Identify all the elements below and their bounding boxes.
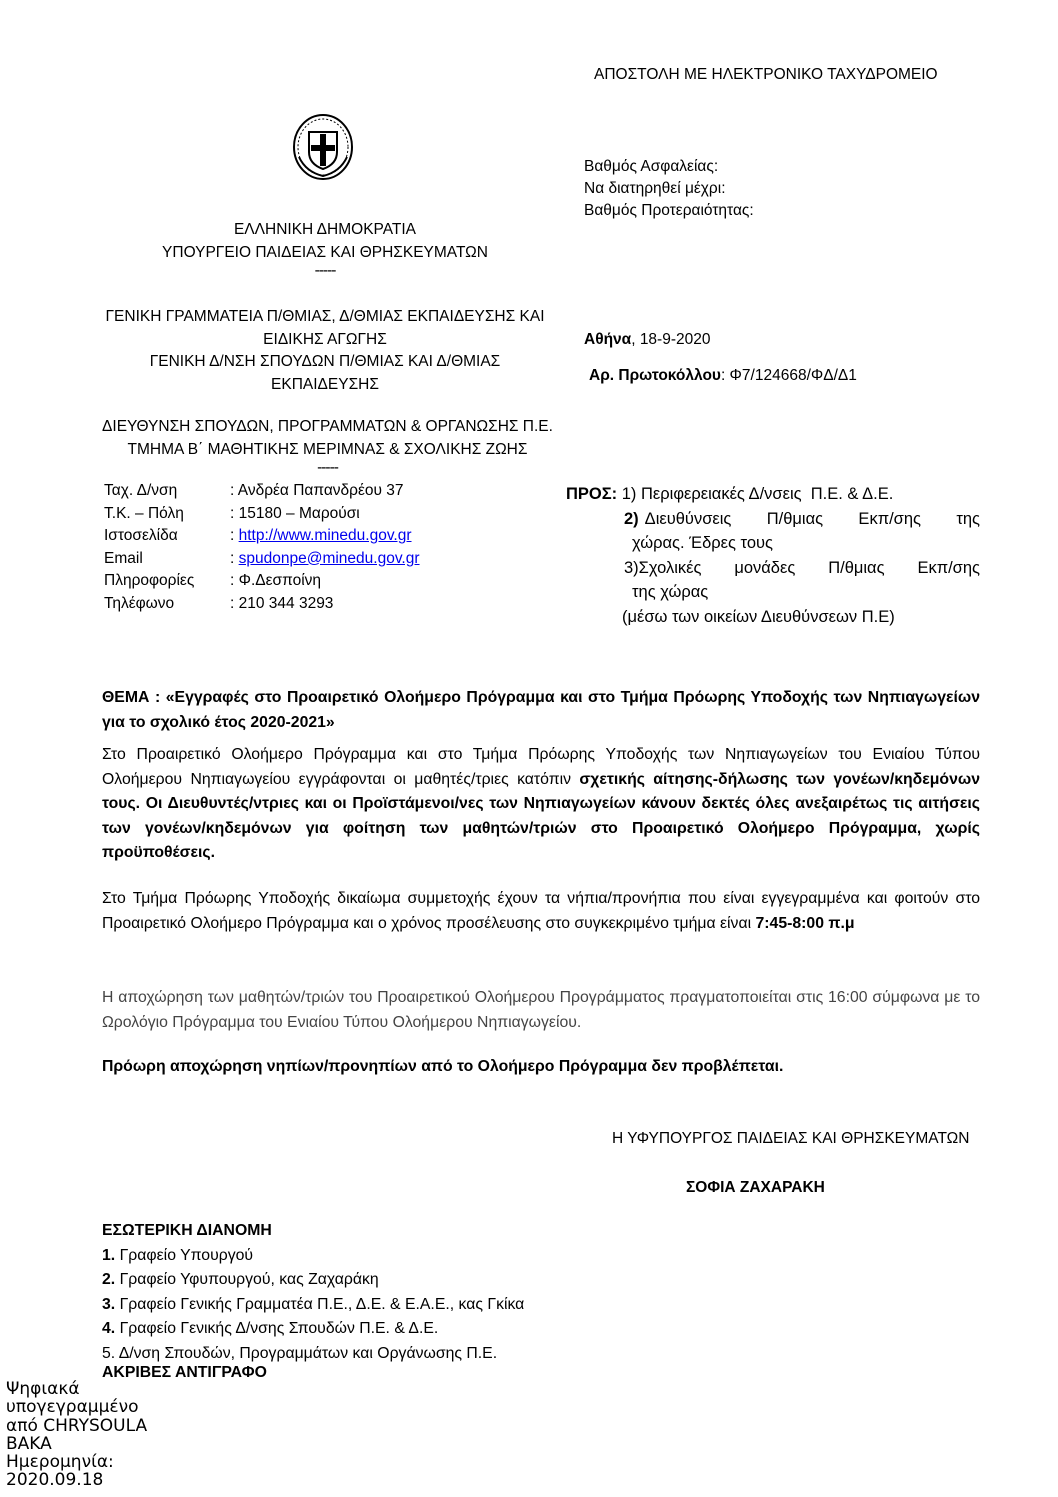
true-copy-label: ΑΚΡΙΒΕΣ ΑΝΤΙΓΡΑΦΟ	[102, 1364, 267, 1381]
directorate-line2: ΤΜΗΜΑ Β΄ ΜΑΘΗΤΙΚΗΣ ΜΕΡΙΜΝΑΣ & ΣΧΟΛΙΚΗΣ ΖΩΗΣ	[127, 440, 528, 458]
distribution-item	[102, 1317, 524, 1342]
stamp-line: 2020.09.18	[6, 1470, 104, 1491]
gen-dir-line2: ΕΚΠΑΙΔΕΥΣΗΣ	[271, 375, 379, 393]
gen-dir-line1: ΓΕΝΙΚΗ Δ/ΝΣΗ ΣΠΟΥΔΩΝ Π/ΘΜΙΑΣ ΚΑΙ Δ/ΘΜΙΑΣ	[149, 353, 501, 370]
stamp-line: από CHRYSOULA	[6, 1415, 148, 1436]
contact-prefix: :	[230, 549, 239, 567]
contact-value: : 210 344 3293	[230, 594, 334, 612]
digital-signature-stamp	[6, 1380, 147, 1490]
contact-key: Τ.Κ. – Πόλη	[104, 504, 184, 522]
dispatch-note: ΑΠΟΣΤΟΛΗ ΜΕ ΗΛΕΚΤΡΟΝΙΚΟ ΤΑΧΥΔΡΟΜΕΙΟ	[594, 66, 938, 83]
contact-prefix: :	[230, 527, 239, 544]
security-level: Βαθμός Ασφαλείας:	[584, 158, 719, 175]
contact-row-address	[104, 480, 420, 503]
contact-key: Τηλέφωνο	[104, 594, 175, 612]
subject: ΘΕΜΑ : «Εγγραφές στο Προαιρετικό Ολοήμερο Πρόγραμμα και στο Τμήμα Πρόωρης Υποδοχής των Νηπιαγωγείων για το σχολικό έτος 2020-2021»	[102, 689, 980, 731]
contact-key: Ταχ. Δ/νση	[104, 482, 178, 499]
keep-until: Να διατηρηθεί μέχρι:	[584, 180, 726, 197]
stamp-line: Ψηφιακά	[6, 1379, 80, 1399]
paragraph-1-emphasis: σχετικής αίτησης-δήλωσης των γονέων/κηδεμόνων τους. Οι Διευθυντές/ντριες και οι Προϊστάμενοι/νες των Νηπιαγωγείων κάνουν δεκτές όλες ανεξαιρέτως τις αιτήσεις των γονέων/κηδεμόνων για φοίτηση των μαθητών/τριών στο Προαιρετικό Ολοήμερο Πρόγραμμα, χωρίς προϋποθέσεις.	[102, 770, 980, 861]
website-link[interactable]: http://www.minedu.gov.gr	[238, 527, 412, 544]
item-text: Γραφείο Υπουργού	[115, 1246, 254, 1264]
gen-sec-line1: ΓΕΝΙΚΗ ΓΡΑΜΜΑΤΕΙΑ Π/ΘΜΙΑΣ, Δ/ΘΜΙΑΣ ΕΚΠΑΙΔΕΥΣΗΣ ΚΑΙ	[105, 308, 545, 325]
issuer-block	[100, 219, 550, 278]
paragraph-2	[102, 887, 980, 936]
separator: -----	[317, 459, 338, 476]
item-text: Γραφείο Γενικής Γραμματέα Π.Ε., Δ.Ε. & Ε.Α.Ε., κας Γκίκα	[115, 1295, 525, 1313]
paragraph-1-text: Στο Προαιρετικό Ολοήμερο Πρόγραμμα και στο Τμήμα Πρόωρης Υποδοχής των Νηπιαγωγείων του Ενιαίου Τύπου Ολοήμερου Νηπιαγωγείου εγγράφονται οι μαθητές/τριες κατόπιν	[102, 746, 980, 788]
paragraph-2-text: Στο Τμήμα Πρόωρης Υποδοχής δικαίωμα συμμετοχής έχουν τα νήπια/προνήπια που είναι εγγεγραμμένα και φοιτούν στο Προαιρετικό Ολοήμερο Πρόγραμμα και ο χρόνος προσέλευσης στο συγκεκριμένο τμήμα είναι	[102, 890, 980, 932]
stamp-line: υπογεγραμμένο	[6, 1397, 139, 1418]
item-number: 3.	[102, 1295, 116, 1313]
recipient-2-text: Διευθύνσεις Π/θμιας Εκπ/σης της	[644, 509, 980, 528]
greek-coat-of-arms-icon	[290, 112, 356, 182]
recipients	[566, 482, 980, 629]
distribution-heading: ΕΣΩΤΕΡΙΚΗ ΔΙΑΝΟΜΗ	[102, 1222, 272, 1239]
contact-value: : 15180 – Μαρούσι	[230, 504, 360, 522]
issuer-ministry: ΥΠΟΥΡΓΕΙΟ ΠΑΙΔΕΙΑΣ ΚΑΙ ΘΡΗΣΚΕΥΜΑΤΩΝ	[162, 243, 488, 261]
separator: -----	[314, 262, 336, 279]
item-text: Γραφείο Υφυπουργού, κας Ζαχαράκη	[115, 1271, 379, 1288]
recipient-2-num: 2)	[624, 509, 639, 528]
gen-sec-line2: ΕΙΔΙΚΗΣ ΑΓΩΓΗΣ	[263, 330, 387, 348]
contact-row-phone	[104, 593, 420, 616]
contact-value: : Ανδρέα Παπανδρέου 37	[230, 482, 404, 499]
item-text: Δ/νση Σπουδών, Προγραμμάτων και Οργάνωσης Π.Ε.	[115, 1344, 498, 1362]
distribution-item	[102, 1268, 524, 1293]
item-number: 4.	[102, 1320, 116, 1337]
internal-distribution	[102, 1219, 524, 1386]
contact-value: : Φ.Δεσποίνη	[230, 572, 322, 589]
recipient-1-text: 1) Περιφερειακές Δ/νσεις Π.Ε. & Δ.Ε.	[617, 485, 894, 503]
recipient-2-cont: χώρας. Έδρες τους	[632, 534, 773, 552]
recipient-3-note: (μέσω των οικείων Διευθύνσεων Π.Ε)	[622, 607, 895, 626]
directorate	[95, 416, 560, 475]
paragraph-3: Η αποχώρηση των μαθητών/τριών του Προαιρετικού Ολοήμερου Προγράμματος πραγματοποιείται στις 16:00 σύμφωνα με το Ωρολόγιο Πρόγραμμα του Ενιαίου Τύπου Ολοήμερου Νηπιαγωγείου.	[102, 989, 980, 1031]
item-text: Γραφείο Γενικής Δ/νσης Σπουδών Π.Ε. & Δ.Ε.	[115, 1320, 439, 1337]
contact-row-email	[104, 548, 420, 571]
item-number: 1.	[102, 1246, 116, 1264]
date-line	[584, 331, 710, 349]
item-number: 5.	[102, 1344, 116, 1362]
protocol-line	[589, 367, 857, 385]
recipient-1	[566, 482, 980, 507]
date-value: , 18-9-2020	[631, 331, 711, 348]
email-link[interactable]: spudonpe@minedu.gov.gr	[238, 549, 420, 567]
item-number: 2.	[102, 1271, 116, 1288]
contact-row-website	[104, 525, 420, 548]
classification-block	[584, 156, 754, 222]
contact-row-info	[104, 570, 420, 593]
general-secretariat	[100, 306, 550, 396]
paragraph-2-emphasis: 7:45-8:00 π.μ	[755, 914, 855, 932]
signatory-name: ΣΟΦΙΑ ΖΑΧΑΡΑΚΗ	[686, 1179, 825, 1196]
contact-key: Ιστοσελίδα	[104, 527, 178, 544]
paragraph-1	[102, 743, 980, 866]
protocol-value: : Φ7/124668/ΦΔ/Δ1	[720, 367, 857, 384]
priority-level: Βαθμός Προτεραιότητας:	[584, 202, 754, 219]
contact-key: Email	[104, 549, 143, 567]
distribution-item	[102, 1244, 524, 1269]
recipient-3: 3)Σχολικές μονάδες Π/θμιας Εκπ/σης	[624, 558, 980, 577]
issuer-republic: ΕΛΛΗΝΙΚΗ ΔΗΜΟΚΡΑΤΙΑ	[233, 221, 417, 238]
contact-row-postcode	[104, 503, 420, 526]
signatory-title: Η ΥΦΥΠΟΥΡΓΟΣ ΠΑΙΔΕΙΑΣ ΚΑΙ ΘΡΗΣΚΕΥΜΑΤΩΝ	[612, 1130, 970, 1147]
directorate-line1: ΔΙΕΥΘΥΝΣΗ ΣΠΟΥΔΩΝ, ΠΡΟΓΡΑΜΜΑΤΩΝ & ΟΡΓΑΝΩΣΗΣ Π.Ε.	[102, 418, 553, 435]
recipients-label: ΠΡΟΣ:	[566, 485, 618, 503]
stamp-line: Ημερομηνία:	[6, 1452, 114, 1473]
date-label: Αθήνα	[584, 331, 632, 348]
contact-key: Πληροφορίες	[104, 572, 195, 589]
contact-table	[104, 480, 420, 615]
distribution-item	[102, 1293, 524, 1318]
recipient-2	[566, 507, 980, 532]
recipient-3-cont: της χώρας	[632, 583, 709, 601]
stamp-line: BAKA	[6, 1433, 52, 1454]
protocol-label: Αρ. Πρωτοκόλλου	[589, 367, 721, 384]
paragraph-4: Πρόωρη αποχώρηση νηπίων/προνηπίων από το Ολοήμερο Πρόγραμμα δεν προβλέπεται.	[102, 1058, 784, 1075]
